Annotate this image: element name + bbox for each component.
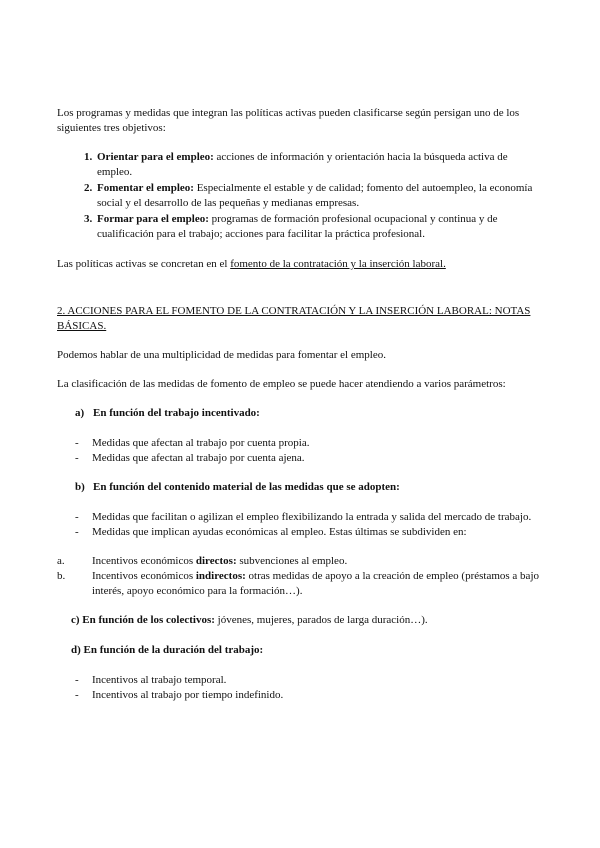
objective-text: Especialmente el estable y de calidad; fomento del autoempleo, la economía social y el desarrollo de las pequeñas y medianas empresas. <box>97 182 533 209</box>
subheading-label: b) <box>75 481 85 493</box>
incentive-pre: Incentivos económicos <box>92 570 196 582</box>
objective-item <box>95 150 542 180</box>
list-item: - Medidas que afectan al trabajo por cuenta propia. <box>57 436 542 451</box>
incentives-list <box>57 554 542 599</box>
objective-item <box>95 212 542 242</box>
list-a <box>57 436 542 466</box>
incentive-post: subvenciones al empleo. <box>236 555 348 567</box>
incentive-marker: a. <box>57 555 65 567</box>
objective-title: Fomentar el empleo: <box>97 182 194 194</box>
objective-text: programas de formación profesional ocupacional y continua y de cualificación para el trabajo; acciones para facilitar la práctica profesional. <box>97 213 498 240</box>
list-item: - Incentivos al trabajo temporal. <box>57 673 542 688</box>
incentive-pre: Incentivos económicos <box>92 555 196 567</box>
section-title: 2. ACCIONES PARA EL FOMENTO DE LA CONTRATACIÓN Y LA INSERCIÓN LABORAL: NOTAS BÁSICAS. <box>57 305 531 332</box>
list-item: - Incentivos al trabajo por tiempo indefinido. <box>57 688 542 703</box>
subheading-label: a) <box>75 407 85 419</box>
list-item: - Medidas que afectan al trabajo por cuenta ajena. <box>57 451 542 466</box>
document-page <box>57 106 542 717</box>
list-d <box>57 673 542 703</box>
objective-item <box>95 181 542 211</box>
subheading-c <box>57 613 542 628</box>
incentive-bold: indirectos: <box>195 570 246 582</box>
subheading-b <box>57 480 542 495</box>
incentive-item <box>57 554 542 569</box>
objective-text: acciones de información y orientación hacia la búsqueda activa de empleo. <box>97 151 508 178</box>
subheading-title: d) En función de la duración del trabajo: <box>71 644 264 656</box>
incentive-post: otras medidas de apoyo a la creación de empleo (préstamos a bajo interés, apoyo económico para la formación…). <box>92 570 539 597</box>
objective-title: Formar para el empleo: <box>97 213 209 225</box>
incentive-bold: directos: <box>195 555 237 567</box>
list-b <box>57 510 542 540</box>
subheading-text: jóvenes, mujeres, parados de larga duración…). <box>214 614 428 626</box>
closing-paragraph <box>57 257 542 272</box>
closing-underlined-text: fomento de la contratación y la inserción laboral. <box>230 258 446 270</box>
list-item: - Medidas que implican ayudas económicas al empleo. Estas últimas se subdividen en: <box>57 525 542 540</box>
incentive-item <box>57 569 542 599</box>
subheading-a <box>57 406 542 421</box>
subheading-d <box>57 643 542 658</box>
subheading-title: En función del trabajo incentivado: <box>93 407 260 419</box>
list-item: - Medidas que facilitan o agilizan el empleo flexibilizando la entrada y salida del mercado de trabajo. <box>57 510 542 525</box>
subheading-title: c) En función de los colectivos: <box>71 614 215 626</box>
objective-title: Orientar para el empleo: <box>97 151 214 163</box>
incentive-marker: b. <box>57 570 66 582</box>
paragraph-classification: La clasificación de las medidas de fomento de empleo se puede hacer atendiendo a varios parámetros: <box>57 378 506 390</box>
paragraph-multiplicity: Podemos hablar de una multiplicidad de medidas para fomentar el empleo. <box>57 349 386 361</box>
intro-paragraph: Los programas y medidas que integran las políticas activas pueden clasificarse según persigan uno de los siguientes tres objetivos: <box>57 107 520 134</box>
objectives-list <box>57 150 542 242</box>
closing-prefix: Las políticas activas se concretan en el <box>57 258 231 270</box>
subheading-title: En función del contenido material de las medidas que se adopten: <box>93 481 400 493</box>
